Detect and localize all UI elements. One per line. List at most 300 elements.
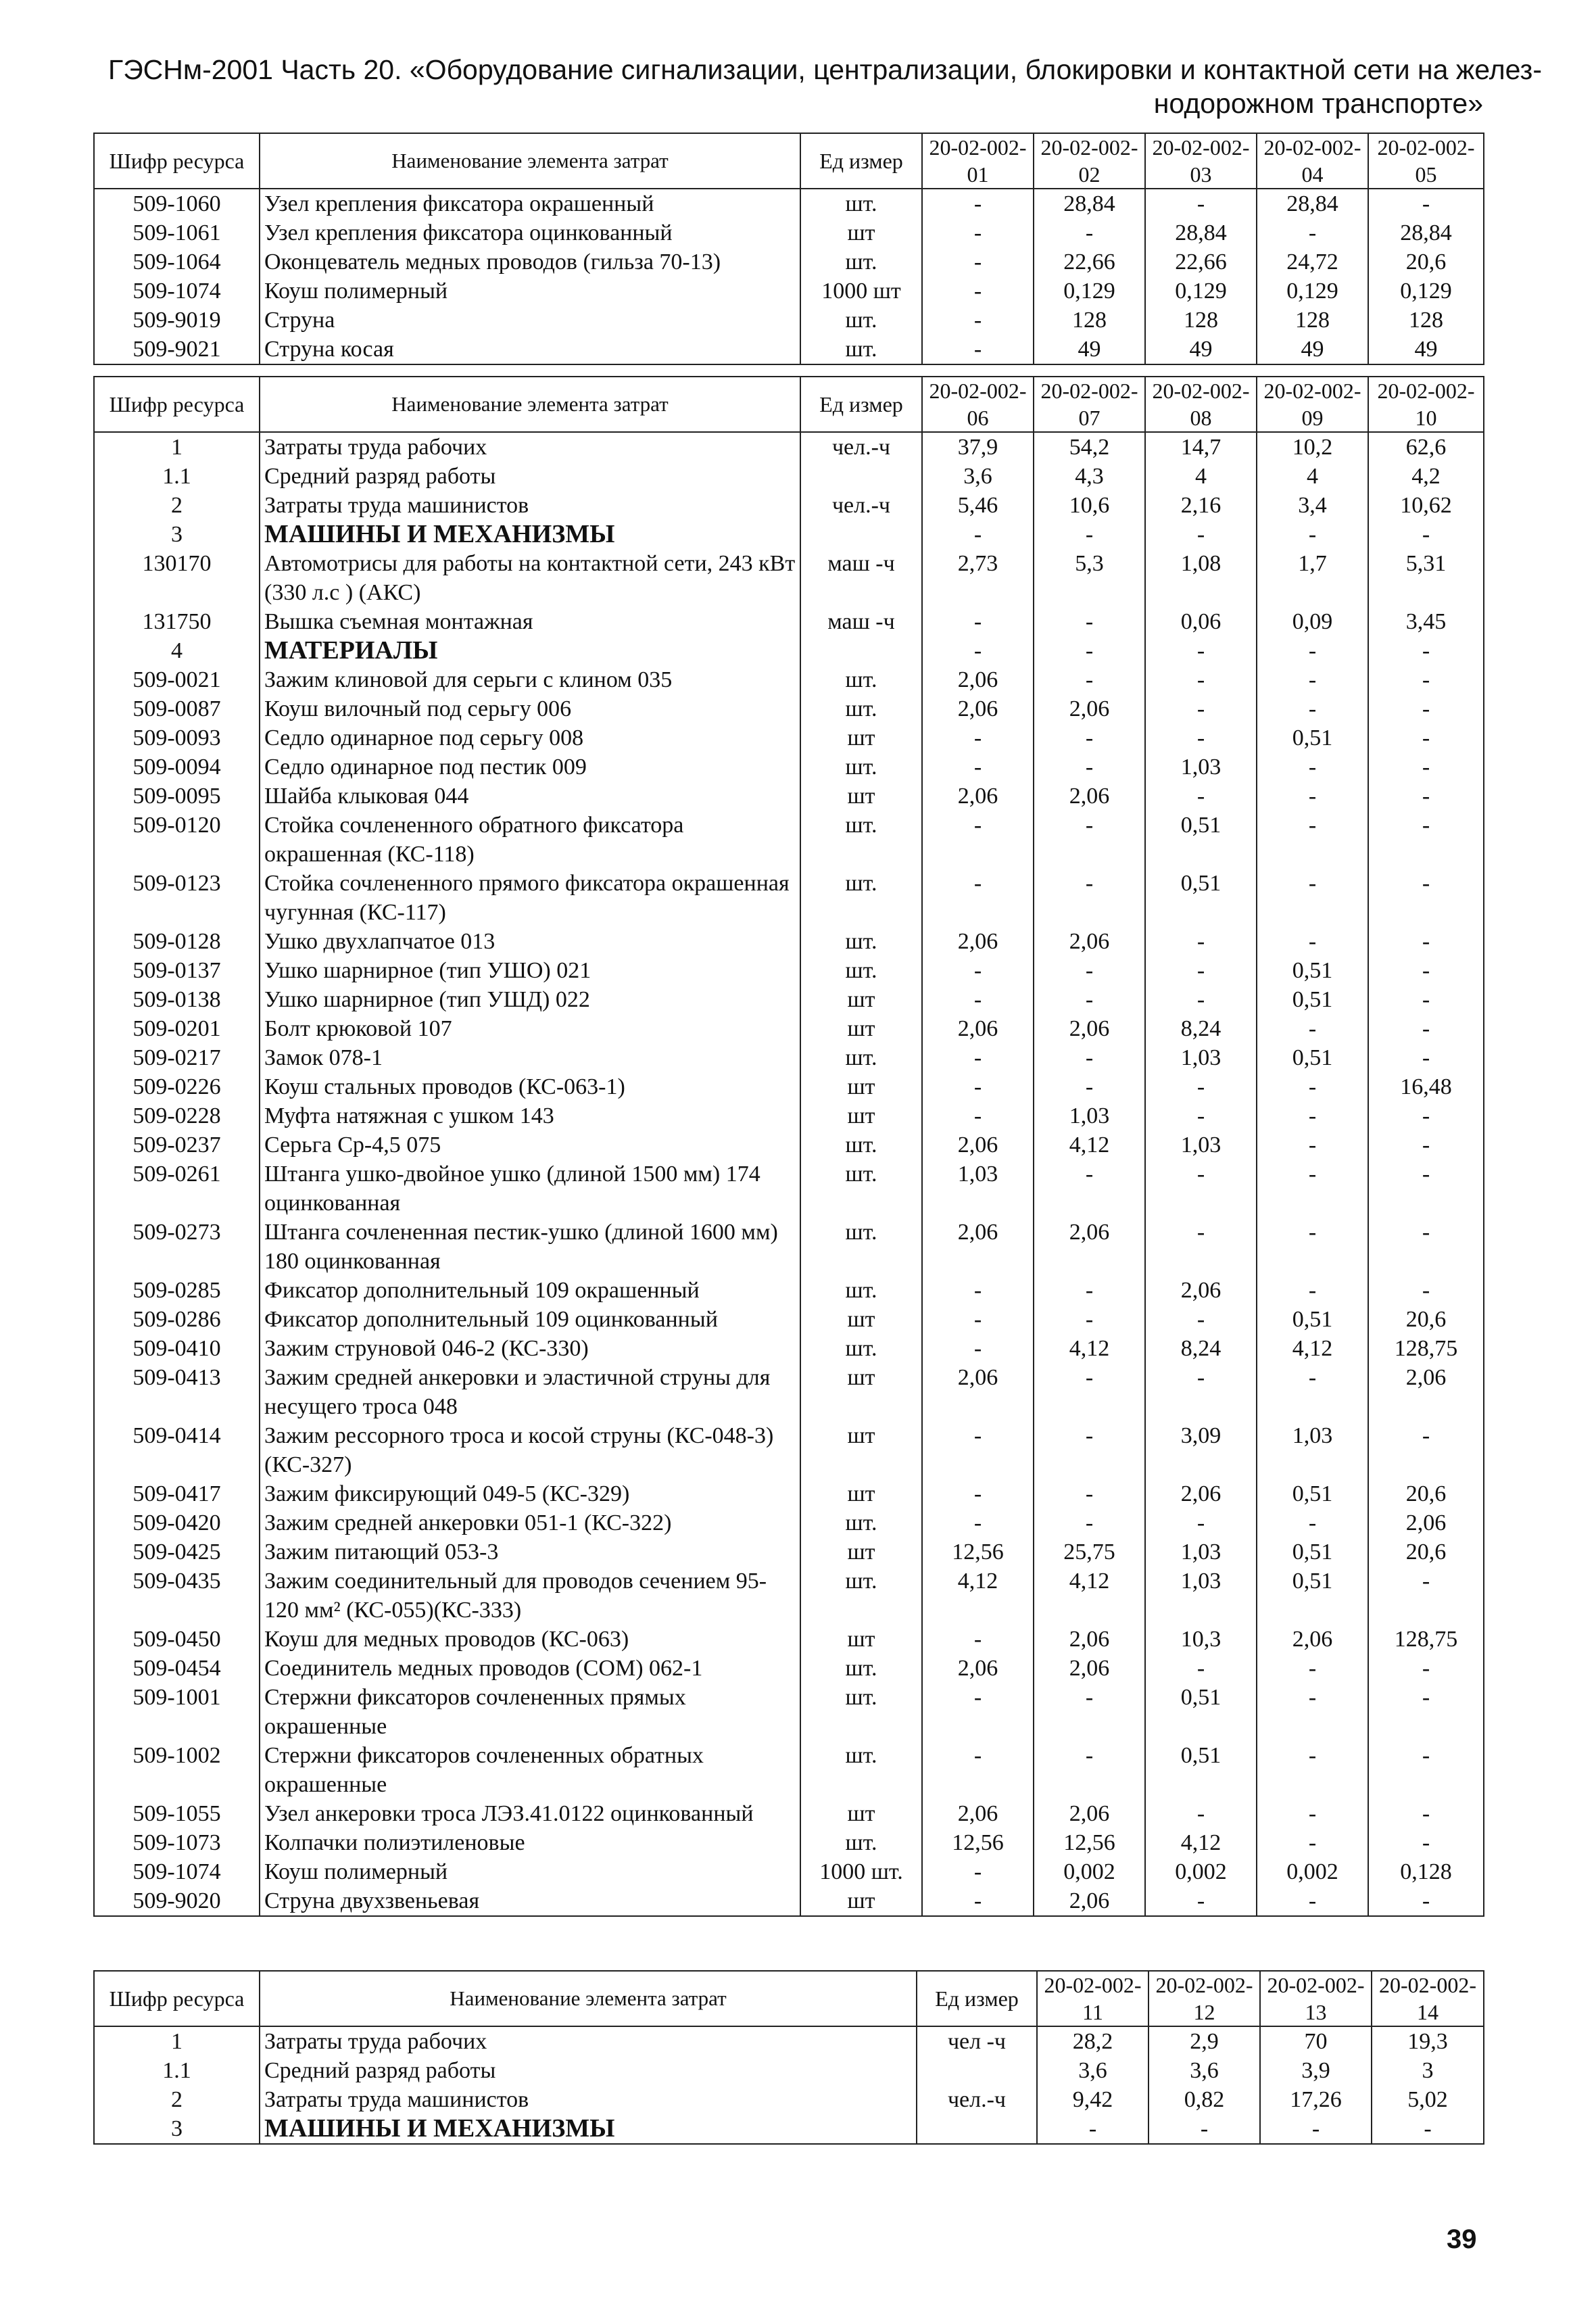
cost-element-name: Зажим средней анкеровки 051-1 (КС-322) (260, 1508, 800, 1537)
norm-value: 2,06 (1034, 1886, 1145, 1916)
document-header (108, 53, 1543, 120)
table-row (94, 1421, 1484, 1479)
norm-value: - (1372, 2114, 1484, 2144)
cost-element-name: Зажим клиновой для серьги с клином 035 (260, 665, 800, 694)
norm-value: - (1257, 1886, 1368, 1916)
norm-value: - (1368, 869, 1484, 927)
norm-value: - (1368, 1130, 1484, 1160)
table-row (94, 723, 1484, 753)
norm-value: - (1368, 723, 1484, 753)
norm-value: - (1257, 1276, 1368, 1305)
norm-value: - (1145, 665, 1257, 694)
norm-value: - (1145, 1508, 1257, 1537)
unit-of-measure: шт. (800, 189, 922, 218)
resource-code: 509-1064 (94, 247, 260, 277)
norm-value: 25,75 (1034, 1537, 1145, 1567)
table-row (94, 665, 1484, 694)
norm-value: - (1034, 636, 1145, 665)
norm-value: 16,48 (1368, 1072, 1484, 1101)
header-norm-code: 20-02-002-10 (1368, 377, 1484, 432)
table-row (94, 549, 1484, 607)
norm-value: 1,03 (1145, 1130, 1257, 1160)
resource-code: 1 (94, 432, 260, 462)
norm-value: - (1034, 985, 1145, 1014)
header-unit: Ед измер (800, 377, 922, 432)
cost-element-name: Фиксатор дополнительный 109 оцинкованный (260, 1305, 800, 1334)
norm-value: 2,06 (1368, 1508, 1484, 1537)
table-row (94, 462, 1484, 491)
unit-of-measure: шт. (800, 665, 922, 694)
norm-value: 3,4 (1257, 491, 1368, 520)
cost-element-name: Коуш вилочный под серьгу 006 (260, 694, 800, 723)
norm-value: - (1257, 753, 1368, 782)
norm-value: - (922, 636, 1034, 665)
unit-of-measure: шт (800, 723, 922, 753)
table-row (94, 218, 1484, 247)
norm-value: 62,6 (1368, 432, 1484, 462)
norm-value: - (1368, 753, 1484, 782)
norm-value: 12,56 (922, 1828, 1034, 1857)
norm-value: 2,06 (922, 1363, 1034, 1421)
norm-value: - (1257, 1072, 1368, 1101)
cost-element-name: Ушко шарнирное (тип УШО) 021 (260, 956, 800, 985)
table-row (94, 1276, 1484, 1305)
cost-element-name: Узел анкеровки троса ЛЭЗ.41.0122 оцинкованный (260, 1799, 800, 1828)
table-row (94, 1363, 1484, 1421)
resource-code: 509-0138 (94, 985, 260, 1014)
norm-value: - (1368, 1160, 1484, 1218)
header-unit: Ед измер (917, 1971, 1037, 2026)
resource-code: 509-0261 (94, 1160, 260, 1218)
norm-value: 0,51 (1257, 985, 1368, 1014)
table-row (94, 956, 1484, 985)
unit-of-measure: шт. (800, 1334, 922, 1363)
unit-of-measure: шт. (800, 927, 922, 956)
norm-value: - (1145, 636, 1257, 665)
header-title-line2: нодорожном транспорте» (1153, 88, 1483, 119)
unit-of-measure (800, 462, 922, 491)
header-norm-code: 20-02-002-14 (1372, 1971, 1484, 2026)
norm-value: 1,03 (922, 1160, 1034, 1218)
cost-element-name: Зажим струновой 046-2 (КС-330) (260, 1334, 800, 1363)
norm-value: - (1368, 1654, 1484, 1683)
norm-value: 0,51 (1257, 1537, 1368, 1567)
unit-of-measure: шт (800, 1014, 922, 1043)
cost-element-name: Стойка сочлененного прямого фиксатора окрашенная чугунная (КС-117) (260, 869, 800, 927)
norm-value: - (1257, 1508, 1368, 1537)
norm-value: - (1368, 1014, 1484, 1043)
norm-value: - (1257, 520, 1368, 549)
norm-value: - (922, 607, 1034, 636)
header-norm-code: 20-02-002-11 (1037, 1971, 1148, 2026)
table-row (94, 277, 1484, 306)
norm-value: - (1034, 1305, 1145, 1334)
resource-code: 509-9020 (94, 1886, 260, 1916)
unit-of-measure: шт (800, 1537, 922, 1567)
norm-value: - (1257, 694, 1368, 723)
norm-value: 0,129 (1368, 277, 1484, 306)
norm-value: 4,12 (1034, 1334, 1145, 1363)
norm-value: 2,16 (1145, 491, 1257, 520)
norm-value: - (1145, 1218, 1257, 1276)
norm-value: - (922, 869, 1034, 927)
norm-value: - (1257, 782, 1368, 811)
resource-code: 509-1074 (94, 277, 260, 306)
cost-element-name: Стержни фиксаторов сочлененных прямых окрашенные (260, 1683, 800, 1741)
norm-value: 2,06 (1034, 782, 1145, 811)
norm-value: 2,06 (922, 782, 1034, 811)
norm-value: - (922, 1043, 1034, 1072)
resource-code: 509-1055 (94, 1799, 260, 1828)
unit-of-measure: шт. (800, 1828, 922, 1857)
header-norm-code: 20-02-002-13 (1260, 1971, 1372, 2026)
resource-code: 1 (94, 2026, 260, 2056)
norm-value: - (1034, 1683, 1145, 1741)
norm-value: 28,84 (1145, 218, 1257, 247)
resource-code: 509-0417 (94, 1479, 260, 1508)
resources-table-1 (93, 133, 1484, 365)
norm-value: 3,6 (1037, 2056, 1148, 2085)
resource-code: 509-0454 (94, 1654, 260, 1683)
norm-value: - (1257, 665, 1368, 694)
norm-value: 4,12 (1034, 1567, 1145, 1625)
unit-of-measure: шт. (800, 1160, 922, 1218)
unit-of-measure: шт (800, 1363, 922, 1421)
norm-value: 2,06 (1034, 694, 1145, 723)
resource-code: 509-1002 (94, 1741, 260, 1799)
norm-value: - (1034, 723, 1145, 753)
header-norm-code: 20-02-002-02 (1034, 133, 1145, 189)
norm-value: - (1145, 1363, 1257, 1421)
unit-of-measure: шт. (800, 1654, 922, 1683)
norm-value: 28,84 (1368, 218, 1484, 247)
cost-element-name: Автомотрисы для работы на контактной сети, 243 кВт (330 л.с ) (АКС) (260, 549, 800, 607)
norm-value: - (1145, 1886, 1257, 1916)
resources-table-2 (93, 376, 1484, 1917)
norm-value: - (1145, 694, 1257, 723)
cost-element-name: Затраты труда рабочих (260, 432, 800, 462)
norm-value: 0,128 (1368, 1857, 1484, 1886)
resource-code: 2 (94, 491, 260, 520)
cost-element-name: Фиксатор дополнительный 109 окрашенный (260, 1276, 800, 1305)
resources-table-3 (93, 1970, 1484, 2145)
norm-value: 37,9 (922, 432, 1034, 462)
norm-value: - (1145, 782, 1257, 811)
table-row (94, 247, 1484, 277)
table-row (94, 694, 1484, 723)
header-norm-code: 20-02-002-08 (1145, 377, 1257, 432)
header-norm-code: 20-02-002-04 (1257, 133, 1368, 189)
norm-value: 2,06 (922, 927, 1034, 956)
norm-value: - (1034, 753, 1145, 782)
cost-element-name: Муфта натяжная с ушком 143 (260, 1101, 800, 1130)
norm-value: 1,03 (1145, 1537, 1257, 1567)
table-row (94, 1537, 1484, 1567)
resource-code: 1.1 (94, 2056, 260, 2085)
resource-code: 509-0286 (94, 1305, 260, 1334)
cost-element-name: Затраты труда машинистов (260, 491, 800, 520)
resource-code: 509-0021 (94, 665, 260, 694)
table-row (94, 869, 1484, 927)
norm-value: 17,26 (1260, 2085, 1372, 2114)
norm-value: 0,09 (1257, 607, 1368, 636)
norm-value: 128 (1368, 306, 1484, 335)
unit-of-measure: шт (800, 1886, 922, 1916)
norm-value: - (1257, 1130, 1368, 1160)
norm-value: 2,06 (1034, 1625, 1145, 1654)
cost-element-name: Вышка съемная монтажная (260, 607, 800, 636)
unit-of-measure: шт. (800, 1683, 922, 1741)
table-row (94, 811, 1484, 869)
unit-of-measure: шт. (800, 335, 922, 364)
norm-value: 10,3 (1145, 1625, 1257, 1654)
resource-code: 509-0095 (94, 782, 260, 811)
norm-value: 5,31 (1368, 549, 1484, 607)
norm-value: - (1034, 1043, 1145, 1072)
norm-value: 3,6 (1148, 2056, 1260, 2085)
unit-of-measure: шт. (800, 1218, 922, 1276)
norm-value: - (1257, 927, 1368, 956)
norm-value: - (1368, 189, 1484, 218)
norm-value: - (1145, 1654, 1257, 1683)
norm-value: - (1034, 811, 1145, 869)
norm-value: 2,06 (1034, 1218, 1145, 1276)
resource-code: 509-9019 (94, 306, 260, 335)
resource-code: 509-0413 (94, 1363, 260, 1421)
norm-value: - (922, 189, 1034, 218)
unit-of-measure: шт (800, 1072, 922, 1101)
norm-value: - (922, 306, 1034, 335)
norm-value: - (922, 1072, 1034, 1101)
norm-value: - (1368, 1683, 1484, 1741)
header-title-line1: ГЭСНм-2001 Часть 20. «Оборудование сигнализации, централизации, блокировки и контактной сети на желез- (108, 54, 1543, 85)
cost-element-name: Узел крепления фиксатора оцинкованный (260, 218, 800, 247)
norm-value: 1,03 (1145, 753, 1257, 782)
unit-of-measure: шт. (800, 753, 922, 782)
resource-code: 509-1060 (94, 189, 260, 218)
norm-value: 20,6 (1368, 247, 1484, 277)
norm-value: 0,129 (1034, 277, 1145, 306)
norm-value: 0,51 (1145, 1683, 1257, 1741)
table-row (94, 1683, 1484, 1741)
unit-of-measure: шт (800, 1479, 922, 1508)
table-row (94, 1218, 1484, 1276)
norm-value: 0,51 (1257, 723, 1368, 753)
norm-value: - (1257, 1654, 1368, 1683)
norm-value: - (922, 753, 1034, 782)
cost-element-name: Затраты труда машинистов (260, 2085, 917, 2114)
norm-value: - (1145, 1305, 1257, 1334)
norm-value: - (1368, 1799, 1484, 1828)
norm-value: 49 (1145, 335, 1257, 364)
norm-value: 1,03 (1257, 1421, 1368, 1479)
norm-value: 3 (1372, 2056, 1484, 2085)
norm-value: - (922, 723, 1034, 753)
norm-value: 49 (1257, 335, 1368, 364)
norm-value: 2,06 (922, 1799, 1034, 1828)
unit-of-measure: шт (800, 1305, 922, 1334)
cost-element-name: Средний разряд работы (260, 462, 800, 491)
norm-value: - (922, 1276, 1034, 1305)
norm-value: 4,12 (1034, 1130, 1145, 1160)
resource-code: 509-0285 (94, 1276, 260, 1305)
table-row (94, 189, 1484, 218)
cost-element-name: Затраты труда рабочих (260, 2026, 917, 2056)
norm-value: 10,6 (1034, 491, 1145, 520)
norm-value: - (922, 985, 1034, 1014)
table-row (94, 2085, 1484, 2114)
cost-element-name: Соединитель медных проводов (СОМ) 062-1 (260, 1654, 800, 1683)
norm-value: 24,72 (1257, 247, 1368, 277)
norm-value: - (922, 1741, 1034, 1799)
norm-value: 1,03 (1145, 1043, 1257, 1072)
norm-value: 4,12 (1257, 1334, 1368, 1363)
table-row (94, 1479, 1484, 1508)
norm-value: 20,6 (1368, 1305, 1484, 1334)
norm-value: 2,06 (1368, 1363, 1484, 1421)
norm-value: 2,9 (1148, 2026, 1260, 2056)
norm-value: - (922, 1625, 1034, 1654)
norm-value: - (1145, 1160, 1257, 1218)
cost-element-name: Коуш полимерный (260, 1857, 800, 1886)
unit-of-measure: маш -ч (800, 549, 922, 607)
norm-value: - (922, 1421, 1034, 1479)
norm-value: - (1368, 520, 1484, 549)
resource-code: 509-0087 (94, 694, 260, 723)
unit-of-measure: шт. (800, 1508, 922, 1537)
resource-code: 509-0228 (94, 1101, 260, 1130)
table-row (94, 1886, 1484, 1916)
norm-value: 2,06 (1257, 1625, 1368, 1654)
unit-of-measure (800, 520, 922, 549)
norm-value: - (1257, 1799, 1368, 1828)
table-row (94, 2114, 1484, 2144)
resource-code: 509-0123 (94, 869, 260, 927)
unit-of-measure: 1000 шт. (800, 1857, 922, 1886)
unit-of-measure: шт (800, 1625, 922, 1654)
norm-value: 4 (1257, 462, 1368, 491)
header-code: Шифр ресурса (94, 1971, 260, 2026)
norm-value: 2,06 (922, 1654, 1034, 1683)
norm-value: - (1148, 2114, 1260, 2144)
table-row (94, 753, 1484, 782)
table-row (94, 2026, 1484, 2056)
unit-of-measure: шт (800, 218, 922, 247)
resource-code: 509-1001 (94, 1683, 260, 1741)
norm-value: 19,3 (1372, 2026, 1484, 2056)
table-row (94, 520, 1484, 549)
resource-code: 509-0237 (94, 1130, 260, 1160)
page-number: 39 (1447, 2224, 1477, 2254)
table-row (94, 636, 1484, 665)
norm-value: 12,56 (922, 1537, 1034, 1567)
norm-value: - (1257, 1014, 1368, 1043)
norm-value: - (1145, 1101, 1257, 1130)
resource-code: 3 (94, 2114, 260, 2144)
cost-element-name: Зажим рессорного троса и косой струны (КС-048-3) (КС-327) (260, 1421, 800, 1479)
norm-value: - (1260, 2114, 1372, 2144)
norm-value: - (1034, 520, 1145, 549)
table-row (94, 335, 1484, 364)
norm-value: - (1034, 218, 1145, 247)
unit-of-measure: 1000 шт (800, 277, 922, 306)
norm-value: - (1145, 189, 1257, 218)
norm-value: 4,12 (1145, 1828, 1257, 1857)
norm-value: 2,06 (922, 694, 1034, 723)
cost-element-name: Коуш стальных проводов (КС-063-1) (260, 1072, 800, 1101)
unit-of-measure: шт. (800, 1276, 922, 1305)
norm-value: - (922, 1508, 1034, 1537)
unit-of-measure: шт. (800, 1741, 922, 1799)
norm-value: - (922, 1334, 1034, 1363)
cost-element-name: Стержни фиксаторов сочлененных обратных окрашенные (260, 1741, 800, 1799)
norm-value: - (1368, 1421, 1484, 1479)
table-row (94, 1799, 1484, 1828)
norm-value: - (1034, 607, 1145, 636)
norm-value: 128 (1145, 306, 1257, 335)
unit-of-measure (800, 636, 922, 665)
table-row (94, 2056, 1484, 2085)
header-name: Наименование элемента затрат (260, 1971, 917, 2026)
norm-value: - (922, 1305, 1034, 1334)
norm-value: 0,129 (1145, 277, 1257, 306)
norm-value: - (922, 1101, 1034, 1130)
cost-element-name: Коуш для медных проводов (КС-063) (260, 1625, 800, 1654)
unit-of-measure: шт. (800, 247, 922, 277)
resource-code: 509-0120 (94, 811, 260, 869)
norm-value: 2,06 (922, 1130, 1034, 1160)
norm-value: - (922, 218, 1034, 247)
norm-value: - (1368, 1741, 1484, 1799)
norm-value: 12,56 (1034, 1828, 1145, 1857)
norm-value: - (1257, 1101, 1368, 1130)
norm-value: - (1257, 1363, 1368, 1421)
norm-value: - (1368, 927, 1484, 956)
norm-value: 70 (1260, 2026, 1372, 2056)
norm-value: 10,62 (1368, 491, 1484, 520)
cost-element-name: Зажим фиксирующий 049-5 (КС-329) (260, 1479, 800, 1508)
table-row (94, 782, 1484, 811)
norm-value: 0,129 (1257, 277, 1368, 306)
table-row (94, 985, 1484, 1014)
norm-value: - (922, 335, 1034, 364)
norm-value: 2,06 (1145, 1479, 1257, 1508)
norm-value: - (1368, 811, 1484, 869)
table-row (94, 1334, 1484, 1363)
header-norm-code: 20-02-002-05 (1368, 133, 1484, 189)
norm-value: 128 (1257, 306, 1368, 335)
norm-value: - (1257, 869, 1368, 927)
norm-value: - (1034, 1276, 1145, 1305)
cost-element-name: Зажим питающий 053-3 (260, 1537, 800, 1567)
norm-value: - (1368, 1567, 1484, 1625)
norm-value: 4,2 (1368, 462, 1484, 491)
table-row (94, 1101, 1484, 1130)
norm-value: 2,06 (922, 1014, 1034, 1043)
norm-value: 0,51 (1145, 1741, 1257, 1799)
norm-value: 20,6 (1368, 1479, 1484, 1508)
header-name: Наименование элемента затрат (260, 377, 800, 432)
unit-of-measure: чел -ч (917, 2026, 1037, 2056)
table-row (94, 1014, 1484, 1043)
norm-value: - (1034, 1741, 1145, 1799)
resource-code: 509-1061 (94, 218, 260, 247)
norm-value: - (1145, 520, 1257, 549)
unit-of-measure: чел.-ч (800, 491, 922, 520)
unit-of-measure: шт. (800, 1130, 922, 1160)
resource-code: 509-0410 (94, 1334, 260, 1363)
norm-value: - (1257, 1218, 1368, 1276)
